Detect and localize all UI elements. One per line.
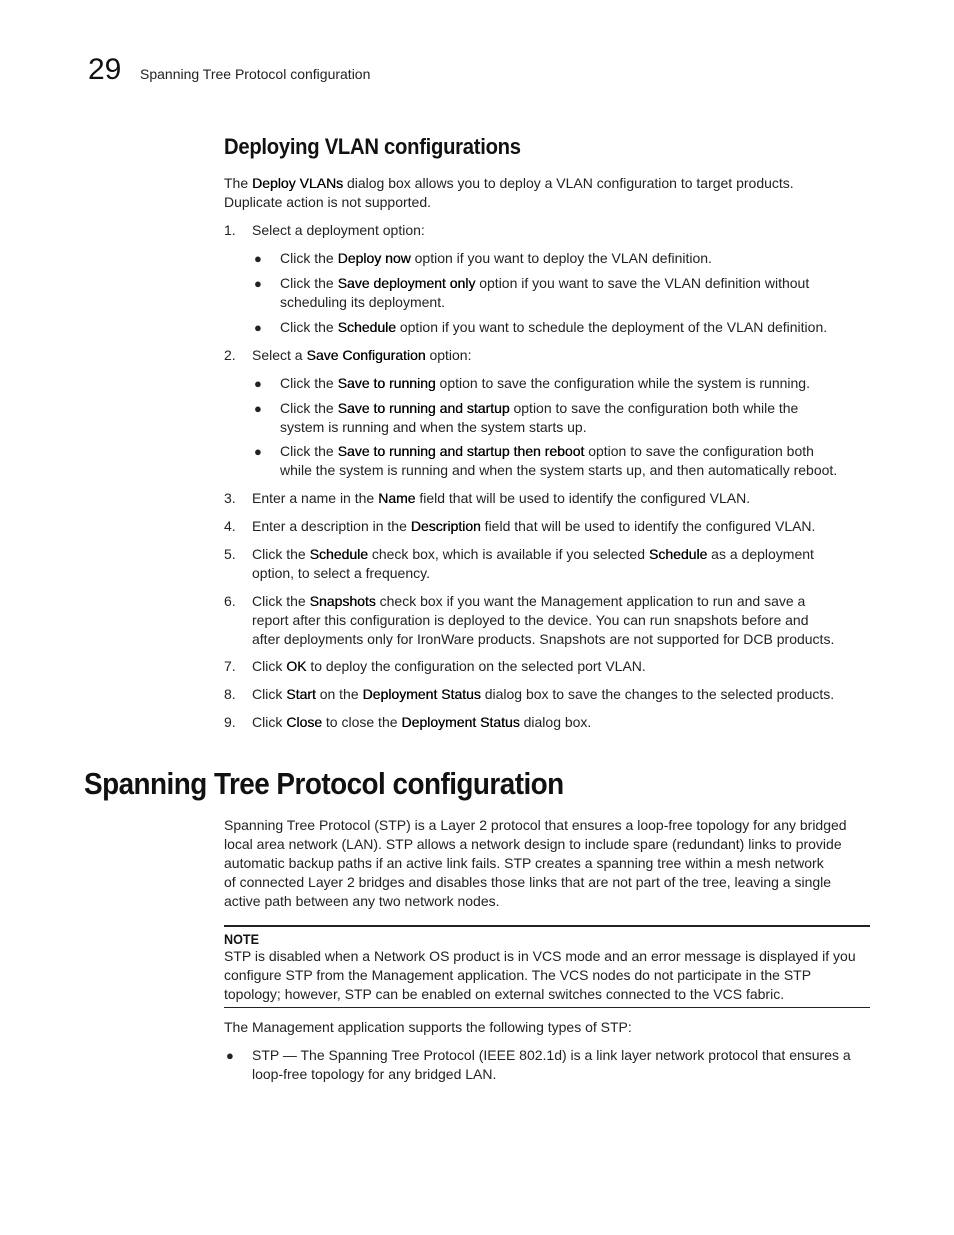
step-text: Select a deployment option: [252,222,425,238]
ui-term: Save Configuration [306,347,426,363]
note-label: NOTE [224,931,260,947]
bullet-icon: ● [254,401,262,416]
ui-term: Schedule [309,546,368,562]
step-number: 8. [224,686,236,702]
note-text: STP is disabled when a Network OS product is in VCS mode and an error message is displayed if you configure STP from the Management application. The VCS nodes do not participate in the STP topology; however, STP can be enabled on external switches connected to the VCS fabric. [224,948,856,1002]
vlan-intro-paragraph [224,174,870,212]
ui-term: Deploy now [337,250,411,266]
bullet-icon: ● [254,376,262,391]
ui-term: Schedule [337,319,396,335]
step-number: 2. [224,347,236,363]
step-number: 7. [224,658,236,674]
ui-term: Deployment Status [362,686,481,702]
ui-term: Save to running [337,375,436,391]
step-number: 9. [224,714,236,730]
ui-term: Description [410,518,481,534]
bullet-icon: ● [254,444,262,459]
stp-types-intro: The Management application supports the following types of STP: [224,1019,632,1035]
ui-term: Save to running and startup [337,400,510,416]
step-number: 6. [224,593,236,609]
step-number: 3. [224,490,236,506]
ui-term: Schedule [648,546,708,562]
section-heading-deploying-vlan: Deploying VLAN configurations [224,134,521,159]
ui-term: Save deployment only [337,275,476,291]
ui-term: OK [286,658,307,674]
note-box [224,925,870,1008]
chapter-number: 29 [88,53,122,86]
bullet-icon: ● [226,1048,234,1063]
stp-intro-paragraph: Spanning Tree Protocol (STP) is a Layer 2 protocol that ensures a loop-free topology for any bridged local area network (LAN). STP allows a network design to include spare (redundant) links to provide automatic backup paths if an active link fails. STP creates a spanning tree within a mesh network of connected Layer 2 bridges and disables those links that are not part of the tree, leaving a single active path between any two network nodes. [224,817,847,909]
vlan-intro-line-1: The Deploy VLANs dialog box allows you to deploy a VLAN configuration to target products. [224,175,794,191]
step-number: 4. [224,518,236,534]
bullet-icon: ● [254,276,262,291]
bullet-icon: ● [254,251,262,266]
bullet-icon: ● [254,320,262,335]
ui-term: Deployment Status [401,714,520,730]
ui-term: Start [286,686,316,702]
ui-term: Deploy VLANs [252,175,344,191]
running-title: Spanning Tree Protocol configuration [140,66,371,82]
vlan-intro-line-2: Duplicate action is not supported. [224,194,432,210]
step-number: 1. [224,222,236,238]
ui-term: Close [286,714,323,730]
ui-term: Save to running and startup then reboot [337,443,585,459]
ui-term: Snapshots [309,593,376,609]
step-number: 5. [224,546,236,562]
ui-term: Name [378,490,416,506]
section-heading-stp: Spanning Tree Protocol configuration [84,766,564,801]
